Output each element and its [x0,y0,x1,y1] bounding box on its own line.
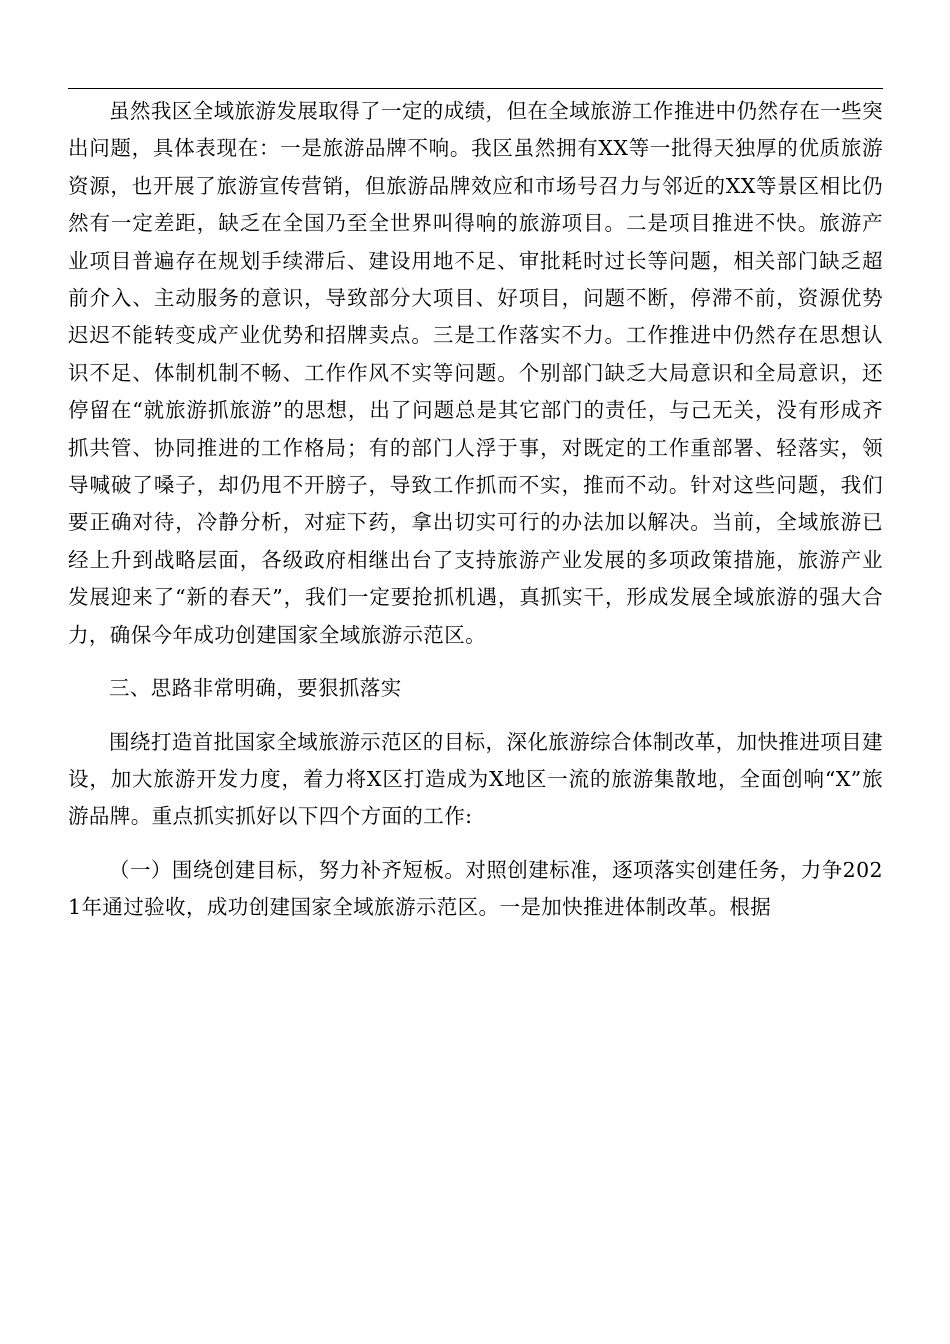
paragraph-subsection-1: （一）围绕创建目标，努力补齐短板。对照创建标准，逐项落实创建任务，力争2021年通过验收，成功创建国家全域旅游示范区。一是加快推进体制改革。根据 [68,857,883,920]
paragraph-gap [68,654,883,670]
paragraph-gap [68,836,883,852]
section-heading-3: 三、思路非常明确，要狠抓落实 [109,676,402,701]
paragraph-goals: 围绕打造首批国家全域旅游示范区的目标，深化旅游综合体制改革，加快推进项目建设，加大旅游开发力度，着力将X区打造成为X地区一流的旅游集散地，全面创响“X”旅游品牌。重点抓实抓好以下四个方面的工作: [68,729,883,829]
document-body [68,93,883,927]
paragraph-gap [68,708,883,724]
paragraph-problems: 虽然我区全域旅游发展取得了一定的成绩，但在全域旅游工作推进中仍然存在一些突出问题，具体表现在：一是旅游品牌不响。我区虽然拥有XX等一批得天独厚的优质旅游资源，也开展了旅游宣传营销，但旅游品牌效应和市场号召力与邻近的XX等景区相比仍然有一定差距，缺乏在全国乃至全世界叫得响的旅游项目。二是项目推进不快。旅游产业项目普遍存在规划手续滞后、建设用地不足、审批耗时过长等问题，相关部门缺乏超前介入、主动服务的意识，导致部分大项目、好项目，问题不断，停滞不前，资源优势迟迟不能转变成产业优势和招牌卖点。三是工作落实不力。工作推进中仍然存在思想认识不足、体制机制不畅、工作作风不实等问题。个别部门缺乏大局意识和全局意识，还停留在“就旅游抓旅游”的思想，出了问题总是其它部门的责任，与己无关，没有形成齐抓共管、协同推进的工作格局；有的部门人浮于事，对既定的工作重部署、轻落实，领导喊破了嗓子，却仍甩不开膀子，导致工作抓而不实，推而不动。针对这些问题，我们要正确对待，冷静分析，对症下药，拿出切实可行的办法加以解决。当前，全域旅游已经上升到战略层面，各级政府相继出台了支持旅游产业发展的多项政策措施，旅游产业发展迎来了“新的春天”，我们一定要抢抓机遇，真抓实干，形成发展全域旅游的强大合力，确保今年成功创建国家全域旅游示范区。 [68,99,883,647]
header-rule [68,88,883,89]
